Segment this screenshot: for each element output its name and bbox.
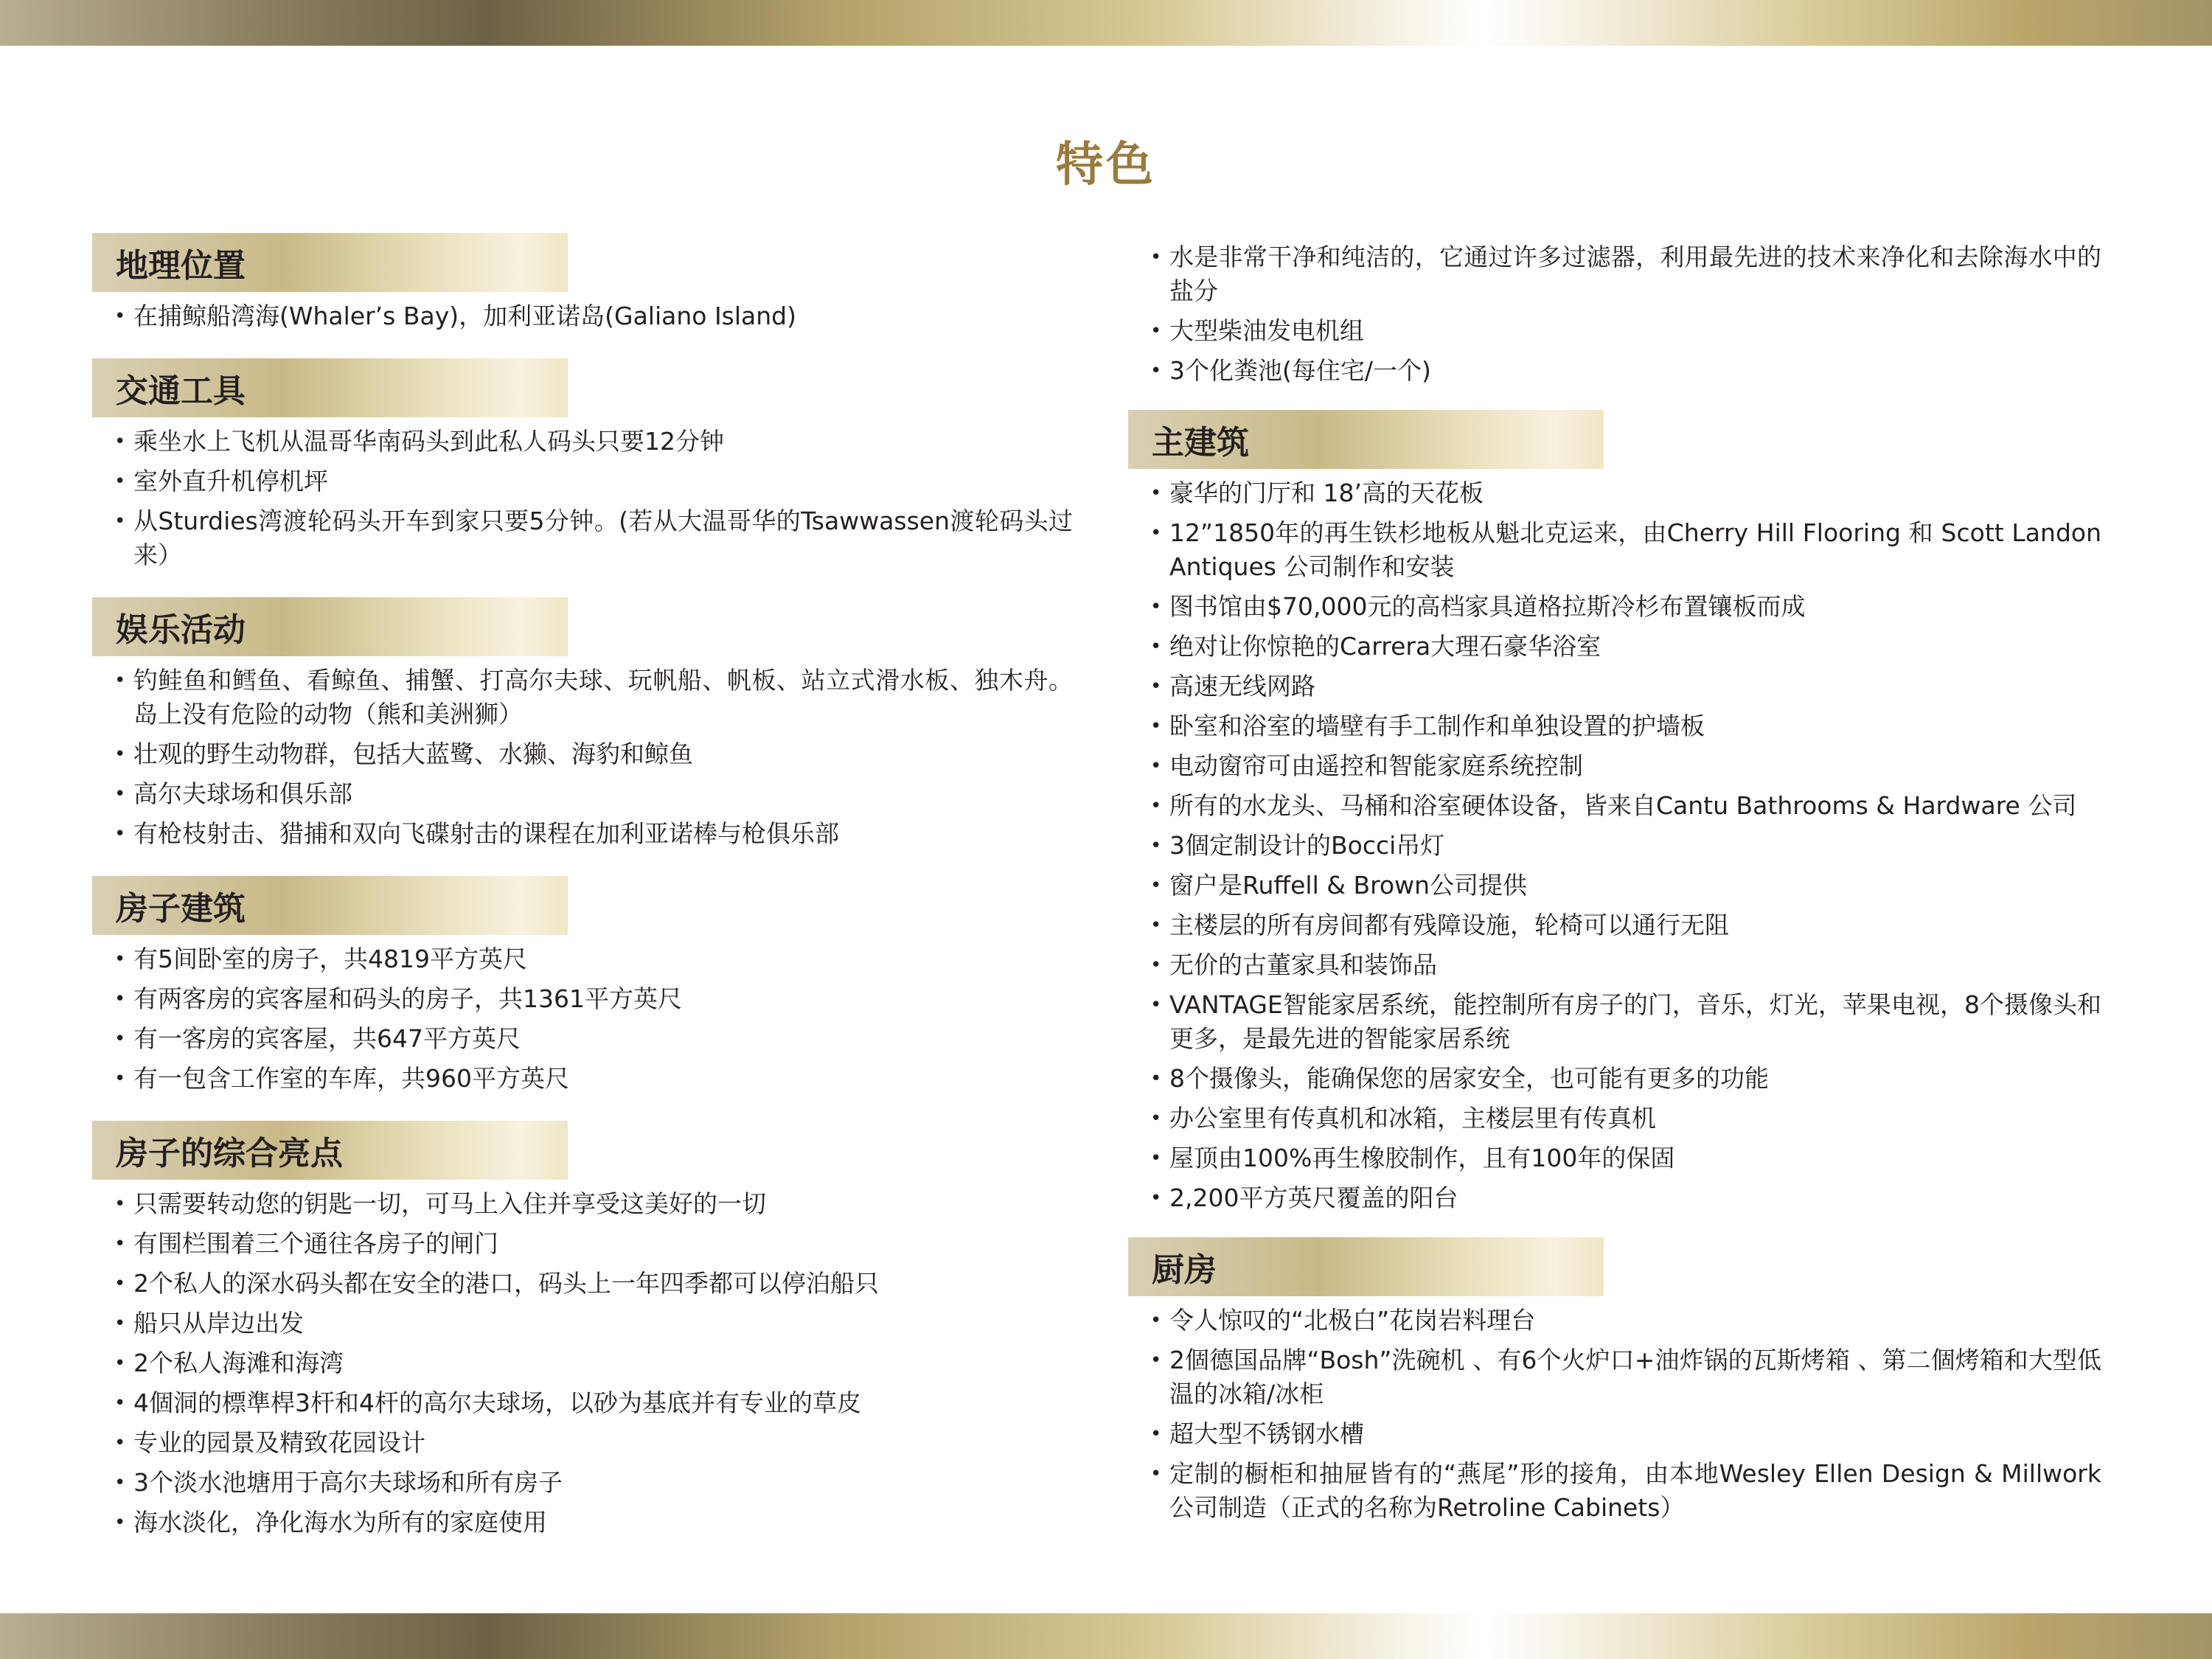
bullet-icon: • bbox=[1150, 522, 1162, 544]
list-item bbox=[92, 737, 1073, 771]
list-item-text: 12”1850年的再生铁杉地板从魁北克运来，由Cherry Hill Flooring 和 Scott Landon Antiques 公司制作和安装 bbox=[1169, 518, 2101, 581]
list-item bbox=[92, 1466, 1073, 1500]
list-item bbox=[92, 777, 1073, 811]
left-column bbox=[92, 233, 1073, 1565]
feature-section bbox=[1128, 410, 2101, 1215]
bullet-icon: • bbox=[1150, 1349, 1162, 1371]
list-item-text: 船只从岸边出发 bbox=[133, 1309, 304, 1338]
list-item bbox=[92, 299, 1073, 333]
feature-section bbox=[92, 876, 1073, 1096]
list-item bbox=[1128, 869, 2101, 902]
bullet-icon: • bbox=[1150, 954, 1162, 976]
list-item-text: 卧室和浴室的墙壁有手工制作和单独设置的护墙板 bbox=[1169, 712, 1705, 740]
list-item bbox=[92, 1187, 1073, 1221]
list-item-text: 电动窗帘可由遥控和智能家庭系统控制 bbox=[1169, 751, 1583, 780]
bullet-icon: • bbox=[1150, 874, 1162, 897]
list-item bbox=[1128, 1304, 2101, 1338]
list-item bbox=[1128, 1457, 2101, 1525]
list-item-text: 2,200平方英尺覆盖的阳台 bbox=[1169, 1183, 1458, 1212]
list-item-text: 有枪枝射击、猎捕和双向飞碟射击的课程在加利亚诺棒与枪俱乐部 bbox=[133, 819, 839, 848]
list-item-text: 只需要转动您的钥匙一切，可马上入住并享受这美好的一切 bbox=[133, 1189, 766, 1218]
list-item-text: 所有的水龙头、马桶和浴室硬体设备，皆来自Cantu Bathrooms & Hardware 公司 bbox=[1169, 791, 2077, 820]
list-item bbox=[1128, 749, 2101, 783]
feature-section bbox=[92, 1121, 1073, 1540]
section-heading: 主建筑 bbox=[1128, 410, 1604, 469]
bullet-icon: • bbox=[1150, 596, 1162, 618]
list-item-text: 令人惊叹的“北极白”花岗岩料理台 bbox=[1169, 1306, 1536, 1335]
list-item-text: 豪华的门厅和 18’高的天花板 bbox=[1169, 479, 1484, 507]
list-item-text: VANTAGE智能家居系统，能控制所有房子的门，音乐，灯光，苹果电视，8个摄像头和更多，是最先进的智能家居系统 bbox=[1169, 990, 2101, 1053]
list-item bbox=[92, 664, 1073, 731]
list-item bbox=[1128, 1141, 2101, 1175]
top-gold-band bbox=[0, 0, 2212, 46]
list-item-text: 屋顶由100%再生橡胶制作，且有100年的保固 bbox=[1169, 1144, 1675, 1172]
list-item bbox=[1128, 590, 2101, 624]
list-item-text: 2个私人海滩和海湾 bbox=[133, 1349, 344, 1377]
list-item-text: 3个淡水池塘用于高尔夫球场和所有房子 bbox=[133, 1468, 563, 1497]
list-item bbox=[92, 817, 1073, 851]
list-item bbox=[1128, 1417, 2101, 1451]
list-item-text: 专业的园景及精致花园设计 bbox=[133, 1428, 425, 1457]
list-item-text: 有一客房的宾客屋，共647平方英尺 bbox=[133, 1024, 521, 1053]
bullet-icon: • bbox=[114, 988, 126, 1010]
page-title: 特色 bbox=[1056, 137, 1156, 192]
list-item-text: 定制的橱柜和抽屉皆有的“燕尾”形的接角，由本地Wesley Ellen Design & Millwork公司制造（正式的名称为Retroline Cabinets） bbox=[1169, 1459, 2101, 1522]
list-item-text: 乘坐水上飞机从温哥华南码头到此私人码头只要12分钟 bbox=[133, 427, 724, 456]
list-item bbox=[1128, 476, 2101, 510]
list-item-text: 主楼层的所有房间都有残障设施，轮椅可以通行无阻 bbox=[1169, 911, 1729, 939]
feature-list bbox=[92, 1187, 1073, 1540]
bullet-icon: • bbox=[114, 510, 126, 532]
bullet-icon: • bbox=[114, 1392, 126, 1414]
list-item-text: 无价的古董家具和装饰品 bbox=[1169, 950, 1437, 979]
feature-list bbox=[1128, 476, 2101, 1215]
bullet-icon: • bbox=[1150, 1187, 1162, 1209]
list-item-text: 办公室里有传真机和冰箱，主楼层里有传真机 bbox=[1169, 1104, 1656, 1133]
list-item bbox=[92, 425, 1073, 459]
list-item-text: 窗户是Ruffell & Brown公司提供 bbox=[1169, 871, 1528, 900]
list-item-text: 3个化粪池(每住宅/一个) bbox=[1169, 356, 1431, 385]
list-item-text: 高速无线网路 bbox=[1169, 672, 1315, 700]
bullet-icon: • bbox=[1150, 1463, 1162, 1485]
list-item bbox=[1128, 988, 2101, 1056]
list-item bbox=[1128, 948, 2101, 982]
bullet-icon: • bbox=[114, 1512, 126, 1534]
list-item bbox=[92, 1062, 1073, 1096]
bullet-icon: • bbox=[1150, 1423, 1162, 1445]
feature-list bbox=[92, 299, 1073, 333]
bullet-icon: • bbox=[1150, 360, 1162, 382]
list-item-text: 4個洞的標準桿3杆和4杆的高尔夫球场，以砂为基底并有专业的草皮 bbox=[133, 1388, 861, 1417]
list-item bbox=[92, 1307, 1073, 1340]
list-item-text: 有两客房的宾客屋和码头的房子，共1361平方英尺 bbox=[133, 984, 682, 1013]
bullet-icon: • bbox=[114, 1028, 126, 1050]
bullet-icon: • bbox=[114, 823, 126, 845]
list-item bbox=[1128, 829, 2101, 863]
feature-list bbox=[92, 664, 1073, 851]
list-item bbox=[1128, 314, 2101, 348]
bullet-icon: • bbox=[114, 1432, 126, 1454]
list-item-text: 2個德国品牌“Bosh”洗碗机 、有6个火炉口+油炸锅的瓦斯烤箱 、第二個烤箱和大型低温的冰箱/冰柜 bbox=[1169, 1346, 2101, 1408]
list-item bbox=[1128, 789, 2101, 823]
list-item bbox=[1128, 354, 2101, 388]
bullet-icon: • bbox=[1150, 914, 1162, 936]
feature-section bbox=[92, 358, 1073, 572]
list-item bbox=[1128, 240, 2101, 308]
list-item bbox=[1128, 669, 2101, 703]
list-item bbox=[92, 1426, 1073, 1460]
bullet-icon: • bbox=[114, 470, 126, 493]
list-item-text: 壮观的野生动物群，包括大蓝鹭、水獭、海豹和鲸鱼 bbox=[133, 740, 693, 768]
bullet-icon: • bbox=[114, 1068, 126, 1090]
bullet-icon: • bbox=[1150, 1068, 1162, 1090]
list-item bbox=[92, 1506, 1073, 1540]
bullet-icon: • bbox=[114, 1472, 126, 1494]
list-item-text: 8个摄像头，能确保您的居家安全，也可能有更多的功能 bbox=[1169, 1064, 1769, 1093]
list-item-text: 大型柴油发电机组 bbox=[1169, 316, 1364, 345]
bullet-icon: • bbox=[1150, 835, 1162, 857]
bullet-icon: • bbox=[114, 743, 126, 765]
bullet-icon: • bbox=[1150, 1147, 1162, 1169]
list-item bbox=[92, 465, 1073, 498]
section-heading: 地理位置 bbox=[92, 233, 568, 292]
bullet-icon: • bbox=[1150, 482, 1162, 504]
list-item-text: 在捕鲸船湾海(Whaler’s Bay)，加利亚诺岛(Galiano Island) bbox=[133, 302, 796, 330]
bullet-icon: • bbox=[114, 1352, 126, 1374]
list-item bbox=[1128, 1102, 2101, 1135]
list-item-text: 有围栏围着三个通往各房子的闸门 bbox=[133, 1229, 498, 1258]
feature-list bbox=[92, 425, 1073, 572]
list-item-text: 从Sturdies湾渡轮码头开车到家只要5分钟。(若从大温哥华的Tsawwassen渡轮码头过来） bbox=[133, 507, 1073, 569]
section-heading: 厨房 bbox=[1128, 1237, 1604, 1296]
list-item-text: 图书馆由$70,000元的高档家具道格拉斯冷杉布置镶板而成 bbox=[1169, 592, 1806, 621]
list-item bbox=[92, 982, 1073, 1016]
list-item-text: 绝对让你惊艳的Carrera大理石豪华浴室 bbox=[1169, 632, 1601, 661]
list-item-text: 室外直升机停机坪 bbox=[133, 467, 328, 495]
feature-list bbox=[1128, 1304, 2101, 1525]
list-item bbox=[1128, 908, 2101, 942]
list-item bbox=[92, 1267, 1073, 1301]
list-item-text: 3個定制设计的Bocci吊灯 bbox=[1169, 831, 1445, 860]
bullet-icon: • bbox=[1150, 715, 1162, 737]
bullet-icon: • bbox=[1150, 320, 1162, 342]
list-item-text: 有5间卧室的房子，共4819平方英尺 bbox=[133, 945, 527, 973]
bullet-icon: • bbox=[1150, 755, 1162, 777]
list-item bbox=[92, 504, 1073, 572]
bullet-icon: • bbox=[114, 305, 126, 327]
list-item-text: 2个私人的深水码头都在安全的港口，码头上一年四季都可以停泊船只 bbox=[133, 1269, 879, 1298]
list-item-text: 钓鲑鱼和鳕鱼、看鲸鱼、捕蟹、打高尔夫球、玩帆船、帆板、站立式滑水板、独木舟。岛上没有危险的动物（熊和美洲狮） bbox=[133, 666, 1073, 728]
right-column bbox=[1128, 240, 2101, 1547]
list-item bbox=[92, 1386, 1073, 1420]
list-item-text: 有一包含工作室的车库，共960平方英尺 bbox=[133, 1064, 569, 1093]
bullet-icon: • bbox=[114, 783, 126, 805]
list-item-text: 水是非常干净和纯洁的，它通过许多过滤器，利用最先进的技术来净化和去除海水中的盐分 bbox=[1169, 243, 2101, 305]
bullet-icon: • bbox=[1150, 636, 1162, 658]
feature-section bbox=[92, 597, 1073, 851]
section-heading: 娱乐活动 bbox=[92, 597, 568, 656]
bullet-icon: • bbox=[1150, 246, 1162, 268]
list-item bbox=[1128, 630, 2101, 664]
feature-section bbox=[92, 233, 1073, 333]
list-item-text: 海水淡化，净化海水为所有的家庭使用 bbox=[133, 1508, 547, 1537]
right-intro-list bbox=[1128, 240, 2101, 388]
list-item bbox=[92, 1346, 1073, 1380]
section-heading: 房子的综合亮点 bbox=[92, 1121, 568, 1180]
bullet-icon: • bbox=[1150, 675, 1162, 698]
bottom-gold-band bbox=[0, 1613, 2212, 1659]
bullet-icon: • bbox=[1150, 795, 1162, 817]
feature-list bbox=[92, 942, 1073, 1096]
section-heading: 交通工具 bbox=[92, 358, 568, 417]
bullet-icon: • bbox=[114, 431, 126, 453]
bullet-icon: • bbox=[114, 948, 126, 970]
bullet-icon: • bbox=[114, 1312, 126, 1335]
right-intro-section bbox=[1128, 240, 2101, 388]
bullet-icon: • bbox=[1150, 1107, 1162, 1130]
bullet-icon: • bbox=[1150, 994, 1162, 1016]
list-item bbox=[92, 1022, 1073, 1056]
list-item bbox=[1128, 709, 2101, 743]
list-item-text: 高尔夫球场和俱乐部 bbox=[133, 779, 352, 808]
feature-section bbox=[1128, 1237, 2101, 1525]
bullet-icon: • bbox=[114, 669, 126, 692]
bullet-icon: • bbox=[114, 1233, 126, 1255]
list-item bbox=[1128, 516, 2101, 584]
list-item bbox=[92, 1227, 1073, 1261]
bullet-icon: • bbox=[114, 1193, 126, 1215]
list-item bbox=[1128, 1343, 2101, 1411]
list-item bbox=[1128, 1181, 2101, 1215]
bullet-icon: • bbox=[1150, 1310, 1162, 1332]
list-item-text: 超大型不锈钢水槽 bbox=[1169, 1419, 1364, 1448]
list-item bbox=[1128, 1062, 2101, 1096]
section-heading: 房子建筑 bbox=[92, 876, 568, 935]
list-item bbox=[92, 942, 1073, 976]
bullet-icon: • bbox=[114, 1273, 126, 1295]
